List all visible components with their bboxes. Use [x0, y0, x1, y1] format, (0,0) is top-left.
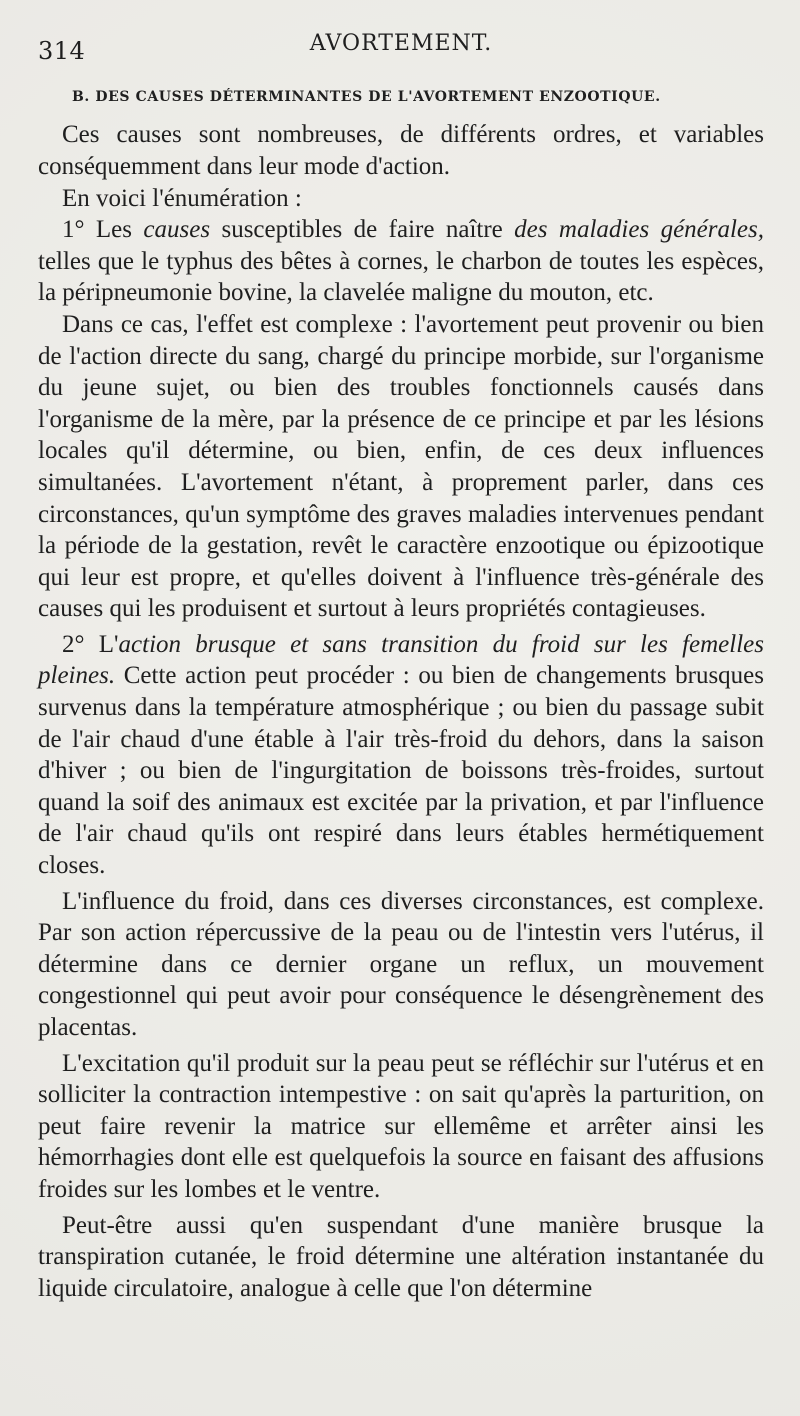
text-segment: susceptibles de faire naître [210, 216, 515, 244]
paragraph-enumeration: En voici l'énumération : [62, 184, 302, 212]
paragraph-cause-1-explanation: Dans ce cas, l'effet est complexe : l'avortement peut provenir ou bien de l'action directe du sang, chargé du principe morbide, sur l'organisme du jeune sujet, ou bien des troubles fonctionnels causés dans l'organisme de la mère, par la présence de ce principe et par les lésions locales qu'il détermine, ou bien, enfin, de ces deux influences simultanées. L'avortement n'étant, à proprement parler, dans ces circonstances, qu'un symptôme des graves maladies intervenues pendant la période de la gestation, revêt le caractère enzootique ou épizootique qui leur est propre, et qu'elles doivent à l'influence très-générale des causes qui les produisent et surtout à leurs propriétés contagieuses. [38, 310, 764, 623]
running-title: AVORTEMENT. [309, 31, 493, 56]
page-number: 314 [38, 37, 86, 65]
italic-segment: causes [143, 216, 211, 244]
paragraph-skin-excitation: L'excitation qu'il produit sur la peau peut se réfléchir sur l'utérus et en solliciter la contraction intempestive : on sait qu'après la parturition, on peut faire revenir la matrice sur ellemême et arrêter ainsi les hémorrhagies dont elle est quelquefois la source en faisant des affusions froides sur les lombes et le ventre. [38, 1049, 764, 1203]
section-heading: B. DES CAUSES DÉTERMINANTES DE L'AVORTEMENT ENZOOTIQUE. [72, 89, 661, 105]
text-segment: telles que le typhus des bêtes à cornes, le charbon de toutes les espèces, la péripneumonie bovine, la clavelée maligne du mouton, etc. [38, 247, 764, 307]
paragraph-cold-influence: L'influence du froid, dans ces diverses circonstances, est complexe. Par son action répercussive de la peau ou de l'intestin vers l'utérus, il détermine dans ce dernier organe un reflux, un mouvement congestionnel qui peut avoir pour conséquence le désengrènement des placentas. [38, 887, 764, 1042]
body-text [38, 119, 764, 1304]
italic-segment: action brusque et sans transition du froid sur les femelles pleines. [38, 630, 764, 690]
paragraph-cause-2 [38, 629, 764, 882]
text-segment: 1° Les [62, 216, 144, 244]
paragraph-transpiration: Peut-être aussi qu'en suspendant d'une manière brusque la transpiration cutanée, le froid détermine une altération instantanée du liquide circulatoire, analogue à celle que l'on détermine [38, 1211, 764, 1302]
paragraph-intro: Ces causes sont nombreuses, de différents ordres, et variables conséquemment dans leur mode d'action. [38, 121, 764, 180]
page-header [38, 0, 764, 65]
text-segment: Cette action peut procéder : ou bien de changements brusques survenus dans la température atmosphérique ; ou bien du passage subit de l'air chaud d'une étable à l'air très-froid du dehors, dans la saison d'hiver ; ou bien de l'ingurgitation de boissons très-froides, surtout quand la soif des animaux est excitée par la privation, et par l'influence de l'air chaud qu'ils ont respiré dans leurs étables hermétiquement closes. [38, 662, 764, 880]
italic-segment: des maladies générales, [514, 216, 765, 244]
text-segment: 2° L' [62, 630, 119, 658]
paragraph-cause-1 [38, 214, 764, 309]
